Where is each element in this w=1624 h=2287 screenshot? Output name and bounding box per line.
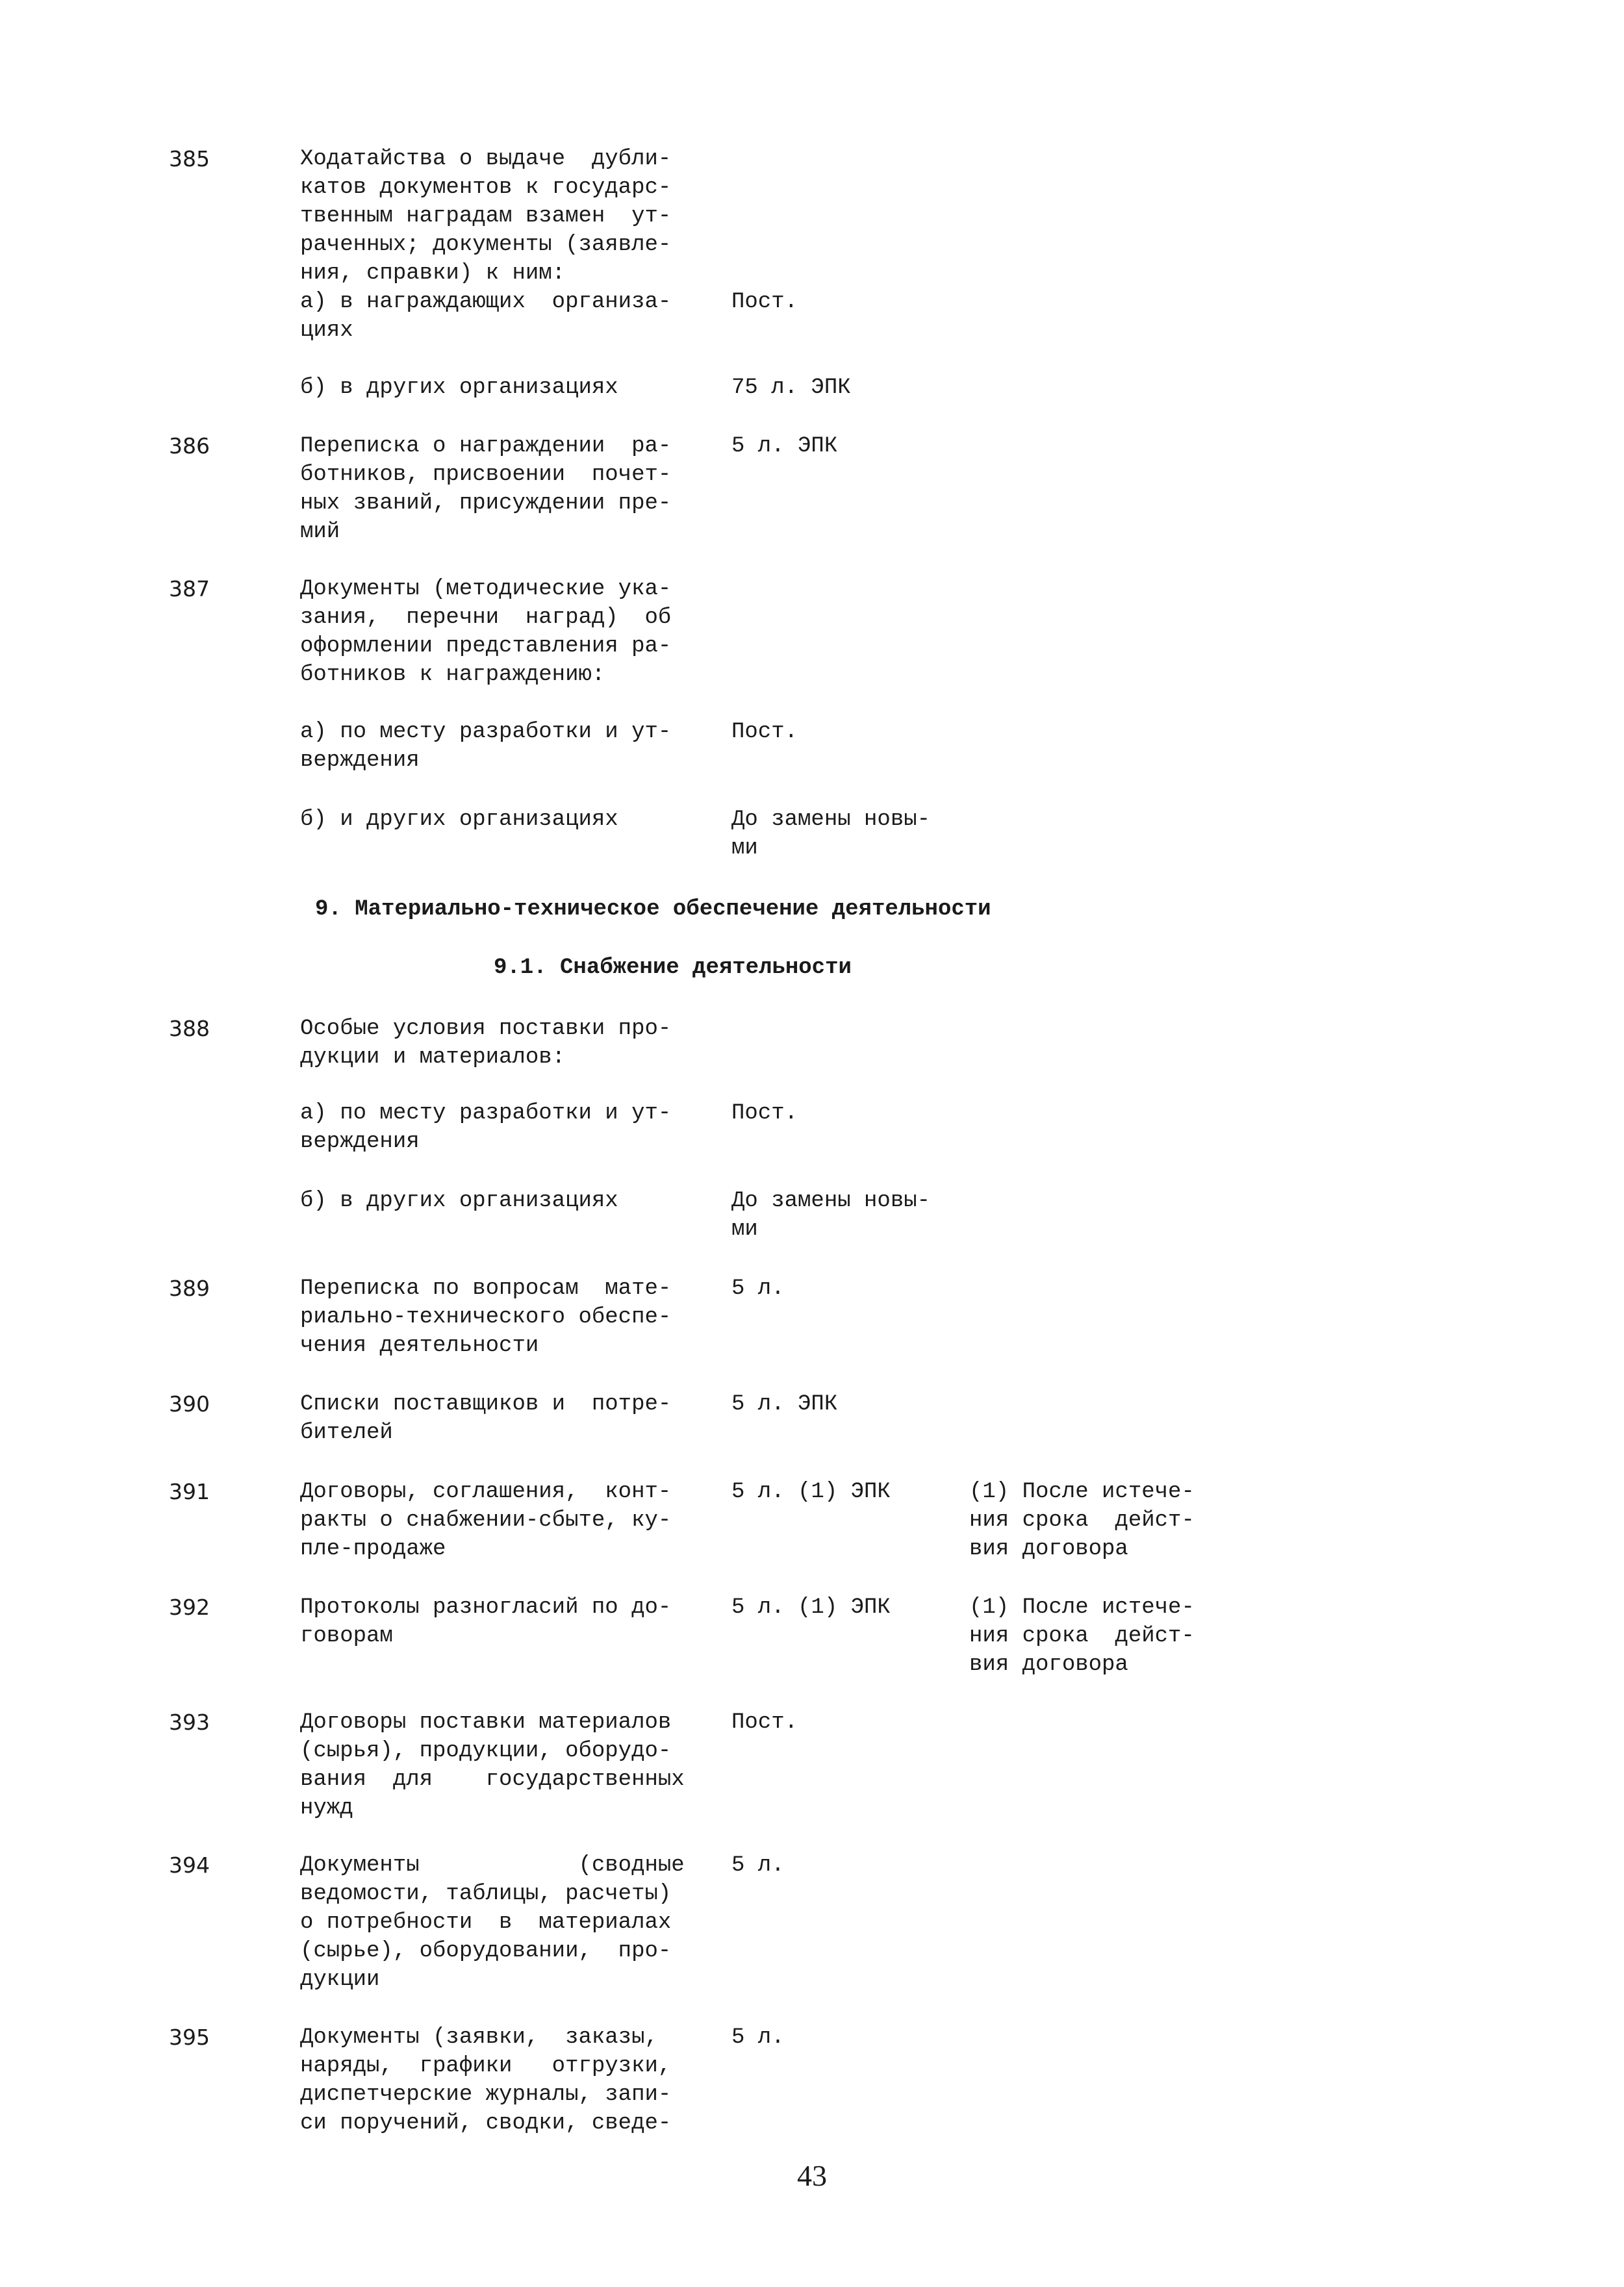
- entry-note: (1) После истече- ния срока дейст- вия договора: [969, 1480, 1195, 1561]
- entry-number: 392: [169, 1595, 210, 1620]
- entry-description: Документы (методические ука- зания, перечни наград) об оформлении представления ра- ботников к награждению:: [300, 577, 672, 687]
- entry-retention-term: Пост.: [731, 1710, 798, 1735]
- entry-retention-term: 5 л. (1) ЭПК: [731, 1480, 891, 1504]
- entry-description: Переписка о награждении ра- ботников, присвоении почет- ных званий, присуждении пре- мий: [300, 434, 672, 544]
- entry-subitem-a: а) по месту разработки и ут- верждения: [300, 720, 672, 773]
- entry-number: 389: [169, 1276, 210, 1301]
- section-heading: 9. Материально-техническое обеспечение деятельности: [315, 897, 991, 922]
- entry-description: Переписка по вопросам мате- риально-технического обеспе- чения деятельности: [300, 1276, 672, 1358]
- entry-retention-term-a: Пост.: [731, 290, 798, 314]
- entry-retention-term-a: Пост.: [731, 1101, 798, 1126]
- entry-retention-term-b: До замены новы- ми: [731, 807, 931, 861]
- entry-retention-term: 5 л.: [731, 1276, 785, 1301]
- entry-number: 391: [169, 1479, 210, 1504]
- entry-number: 390: [169, 1391, 210, 1417]
- entry-description: Ходатайства о выдаче дубли- катов документов к государс- твенным наградам взамен ут- раченных; документы (заявле- ния, справки) к ним:: [300, 147, 672, 286]
- entry-number: 386: [169, 433, 210, 459]
- entry-subitem-a: а) по месту разработки и ут- верждения: [300, 1101, 672, 1154]
- entry-retention-term-b: До замены новы- ми: [731, 1189, 931, 1242]
- entry-description: Списки поставщиков и потре- бителей: [300, 1392, 672, 1445]
- entry-note: (1) После истече- ния срока дейст- вия договора: [969, 1595, 1195, 1677]
- entry-retention-term: 5 л.: [731, 2025, 785, 2050]
- entry-number: 385: [169, 146, 210, 171]
- entry-retention-term: 5 л.: [731, 1853, 785, 1878]
- entry-description: Документы (сводные ведомости, таблицы, расчеты) о потребности в материалах (сырье), оборудовании, про- дукции: [300, 1853, 685, 1992]
- entry-number: 394: [169, 1852, 210, 1878]
- subsection-heading: 9.1. Снабжение деятельности: [494, 955, 852, 980]
- entry-number: 388: [169, 1016, 210, 1041]
- page-number: 43: [797, 2159, 827, 2192]
- entry-description: Договоры, соглашения, конт- ракты о снабжении-сбыте, ку- пле-продаже: [300, 1480, 672, 1561]
- entry-number: 395: [169, 2025, 210, 2050]
- entry-retention-term-b: 75 л. ЭПК: [731, 375, 851, 400]
- entry-retention-term: 5 л. (1) ЭПК: [731, 1595, 891, 1620]
- entry-number: 393: [169, 1710, 210, 1735]
- entry-number: 387: [169, 576, 210, 601]
- entry-retention-term-a: Пост.: [731, 720, 798, 744]
- entry-description: Протоколы разногласий по до- говорам: [300, 1595, 672, 1649]
- entry-retention-term: 5 л. ЭПК: [731, 434, 838, 459]
- entry-description: Договоры поставки материалов (сырья), продукции, оборудо- вания для государственных нужд: [300, 1710, 685, 1821]
- entry-subitem-a: а) в награждающих организа- циях: [300, 290, 672, 343]
- entry-description: Документы (заявки, заказы, наряды, графики отгрузки, диспетчерские журналы, запи- си поручений, сводки, сведе-: [300, 2025, 672, 2136]
- entry-description: Особые условия поставки про- дукции и материалов:: [300, 1017, 672, 1070]
- entry-subitem-b: б) и других организациях: [300, 807, 618, 832]
- entry-subitem-b: б) в других организациях: [300, 375, 618, 400]
- entry-subitem-b: б) в других организациях: [300, 1189, 618, 1213]
- entry-retention-term: 5 л. ЭПК: [731, 1392, 838, 1417]
